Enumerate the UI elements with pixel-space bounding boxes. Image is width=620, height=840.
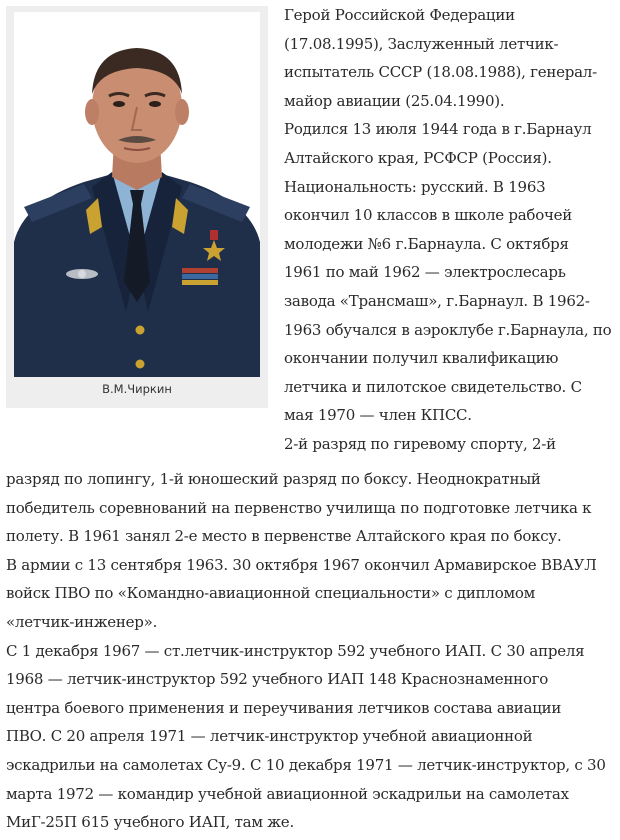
intro-line: завода «Трансмаш», г.Барнаул. В 1962- [284,291,590,310]
body-line: войск ПВО по «Командно-авиационной специальности» с дипломом [6,584,536,603]
intro-line: Алтайского края, РСФСР (Россия). [284,148,552,167]
intro-line: Родился 13 июля 1944 года в г.Барнаул [284,120,592,139]
intro-line: 1963 обучался в аэроклубе г.Барнаула, по [284,320,612,339]
intro-line: (17.08.1995), Заслуженный летчик- [284,34,559,53]
intro-line: 2-й разряд по гиревому спорту, 2-й [284,434,556,453]
body-line: МиГ-25П 615 учебного ИАП, там же. [6,813,294,832]
intro-line: 1961 по май 1962 — электрослесарь [284,263,566,282]
body-text [6,465,606,837]
body-line: марта 1972 — командир учебной авиационной эскадрильи на самолетах [6,784,569,803]
body-line: центра боевого применения и переучивания летчиков состава авиации [6,698,562,717]
portrait-caption: В.М.Чиркин [102,382,172,396]
body-line: 1968 — летчик-инструктор 592 учебного ИАП 148 Краснознаменного [6,670,549,689]
body-line: эскадрильи на самолетах Су-9. С 10 декабря 1971 — летчик-инструктор, с 30 [6,755,606,774]
intro-line: летчика и пилотское свидетельство. С [284,377,582,396]
portrait-card [6,6,268,408]
portrait-image [14,12,260,377]
body-line: победитель соревнований на первенство училища по подготовке летчика к [6,498,592,517]
intro-line: майор авиации (25.04.1990). [284,91,505,110]
body-line: «летчик-инженер». [6,612,158,631]
intro-line: Герой Российской Федерации [284,6,515,24]
intro-line: мая 1970 — член КПСС. [284,406,472,425]
body-line: ПВО. С 20 апреля 1971 — летчик-инструктор учебной авиационной [6,727,533,746]
body-line: разряд по лопингу, 1-й юношеский разряд по боксу. Неоднократный [6,470,541,488]
intro-line: испытатель СССР (18.08.1988), генерал- [284,63,597,82]
body-line: полету. В 1961 занял 2-е место в первенстве Алтайского края по боксу. [6,527,562,546]
intro-line: молодежи №6 г.Барнаула. С октября [284,234,569,253]
portrait-photo [14,12,260,377]
intro-line: Национальность: русский. В 1963 [284,177,546,196]
intro-line: окончании получил квалификацию [284,349,559,368]
body-line: С 1 декабря 1967 — ст.летчик-инструктор 592 учебного ИАП. С 30 апреля [6,641,585,660]
intro-text [284,1,611,459]
intro-line: окончил 10 классов в школе рабочей [284,206,573,225]
body-line: В армии с 13 сентября 1963. 30 октября 1967 окончил Армавирское ВВАУЛ [6,555,597,574]
